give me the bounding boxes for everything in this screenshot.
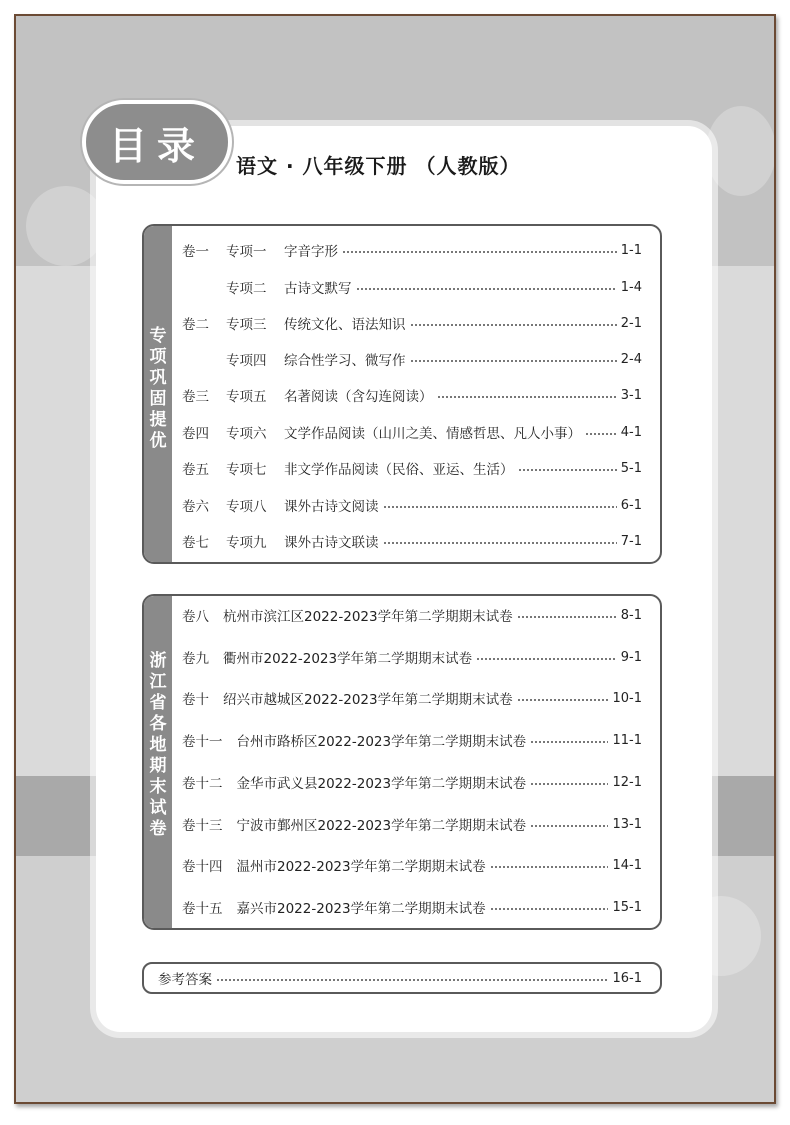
- dot-leader: [517, 616, 617, 618]
- page-number: 1-1: [620, 242, 642, 258]
- entry-title: 古诗文默写: [284, 281, 352, 297]
- dot-leader: [585, 433, 617, 435]
- toc-row[interactable]: [182, 687, 642, 709]
- entry-title: 课外古诗文联读: [284, 535, 379, 551]
- entry-title: 名著阅读（含勾连阅读）: [284, 389, 433, 405]
- dot-leader: [490, 908, 609, 910]
- entry-title: 传统文化、语法知识: [284, 317, 406, 333]
- topic-label: 专项三: [226, 317, 267, 333]
- page-number: 7-1: [620, 533, 642, 549]
- topic-label: 专项一: [226, 244, 267, 260]
- dot-leader: [476, 658, 617, 660]
- dot-leader: [517, 699, 609, 701]
- volume-label: 卷十五: [182, 901, 223, 917]
- toc-row[interactable]: [182, 729, 642, 751]
- section-special-topics: [142, 224, 662, 564]
- toc-row[interactable]: [182, 604, 642, 626]
- topic-label: 专项六: [226, 426, 267, 442]
- volume-label: 卷九: [182, 651, 209, 667]
- section-tab-label: 浙江省各地期末试卷: [149, 651, 167, 839]
- toc-badge-label: 目录: [108, 122, 205, 168]
- topic-label: 专项二: [226, 281, 267, 297]
- volume-label: 卷四: [182, 426, 209, 442]
- toc-row[interactable]: [182, 646, 642, 668]
- page-number: 15-1: [612, 899, 642, 915]
- topic-label: 专项九: [226, 535, 267, 551]
- toc-row[interactable]: [182, 854, 642, 876]
- section-tab-label: 专项巩固提优: [149, 326, 167, 451]
- entry-title: 温州市2022-2023学年第二学期期末试卷: [236, 859, 486, 875]
- section-tab: [144, 596, 172, 928]
- dot-leader: [410, 324, 617, 326]
- topic-label: 专项七: [226, 462, 267, 478]
- page-number: 12-1: [612, 774, 642, 790]
- toc-row[interactable]: [182, 896, 642, 918]
- dot-leader: [410, 360, 617, 362]
- section-tab: [144, 226, 172, 562]
- toc-row[interactable]: [182, 312, 642, 334]
- page-number: 14-1: [612, 857, 642, 873]
- dot-leader: [518, 469, 617, 471]
- background-illustration: [26, 186, 106, 266]
- entry-title: 嘉兴市2022-2023学年第二学期期末试卷: [236, 901, 486, 917]
- entry-title: 金华市武义县2022-2023学年第二学期期末试卷: [236, 776, 527, 792]
- entry-title: 衢州市2022-2023学年第二学期期末试卷: [223, 651, 473, 667]
- toc-row[interactable]: [182, 771, 642, 793]
- page-number: 16-1: [612, 970, 642, 986]
- toc-row[interactable]: [182, 276, 642, 298]
- volume-label: 卷十三: [182, 818, 223, 834]
- book-subtitle: 语文 · 八年级下册 （人教版）: [236, 154, 521, 178]
- entry-title: 综合性学习、微写作: [284, 353, 406, 369]
- topic-label: 专项四: [226, 353, 267, 369]
- volume-label: 卷十二: [182, 776, 223, 792]
- dot-leader: [383, 542, 617, 544]
- page-number: 5-1: [620, 460, 642, 476]
- volume-label: 卷三: [182, 389, 209, 405]
- dot-leader: [490, 866, 609, 868]
- page-number: 10-1: [612, 690, 642, 706]
- page-number: 6-1: [620, 497, 642, 513]
- entry-title: 绍兴市越城区2022-2023学年第二学期期末试卷: [223, 692, 513, 708]
- dot-leader: [530, 783, 608, 785]
- background-illustration: [706, 106, 776, 196]
- toc-row[interactable]: [182, 494, 642, 516]
- volume-label: 卷八: [182, 609, 209, 625]
- toc-row[interactable]: [182, 530, 642, 552]
- section-final-exams: [142, 594, 662, 930]
- volume-label: 卷十四: [182, 859, 223, 875]
- toc-row[interactable]: [158, 967, 642, 989]
- toc-row[interactable]: [182, 239, 642, 261]
- dot-leader: [530, 741, 608, 743]
- page-number: 13-1: [612, 816, 642, 832]
- topic-label: 专项八: [226, 499, 267, 515]
- page-number: 8-1: [620, 607, 642, 623]
- toc-row[interactable]: [182, 384, 642, 406]
- entry-title: 宁波市鄞州区2022-2023学年第二学期期末试卷: [236, 818, 527, 834]
- volume-label: 卷二: [182, 317, 209, 333]
- toc-row[interactable]: [182, 348, 642, 370]
- toc-row[interactable]: [182, 421, 642, 443]
- entry-title: 课外古诗文阅读: [284, 499, 379, 515]
- dot-leader: [216, 979, 608, 981]
- entry-title: 非文学作品阅读（民俗、亚运、生活）: [284, 462, 514, 478]
- volume-label: 卷六: [182, 499, 209, 515]
- toc-row[interactable]: [182, 813, 642, 835]
- toc-row[interactable]: [182, 457, 642, 479]
- volume-label: 卷七: [182, 535, 209, 551]
- dot-leader: [530, 825, 608, 827]
- dot-leader: [356, 288, 617, 290]
- page-number: 1-4: [620, 279, 642, 295]
- dot-leader: [383, 506, 617, 508]
- entry-title: 字音字形: [284, 244, 338, 260]
- entry-title: 参考答案: [158, 972, 212, 988]
- page-number: 2-4: [620, 351, 642, 367]
- entry-title: 台州市路桥区2022-2023学年第二学期期末试卷: [236, 734, 527, 750]
- topic-label: 专项五: [226, 389, 267, 405]
- volume-label: 卷十: [182, 692, 209, 708]
- toc-badge: [82, 100, 232, 184]
- page-number: 2-1: [620, 315, 642, 331]
- volume-label: 卷五: [182, 462, 209, 478]
- answers-entry: [142, 962, 662, 994]
- page-number: 4-1: [620, 424, 642, 440]
- page-number: 11-1: [612, 732, 642, 748]
- volume-label: 卷一: [182, 244, 209, 260]
- dot-leader: [437, 396, 617, 398]
- entry-title: 杭州市滨江区2022-2023学年第二学期期末试卷: [223, 609, 513, 625]
- volume-label: 卷十一: [182, 734, 223, 750]
- page-number: 3-1: [620, 387, 642, 403]
- page-number: 9-1: [620, 649, 642, 665]
- entry-title: 文学作品阅读（山川之美、情感哲思、凡人小事）: [284, 426, 581, 442]
- dot-leader: [342, 251, 617, 253]
